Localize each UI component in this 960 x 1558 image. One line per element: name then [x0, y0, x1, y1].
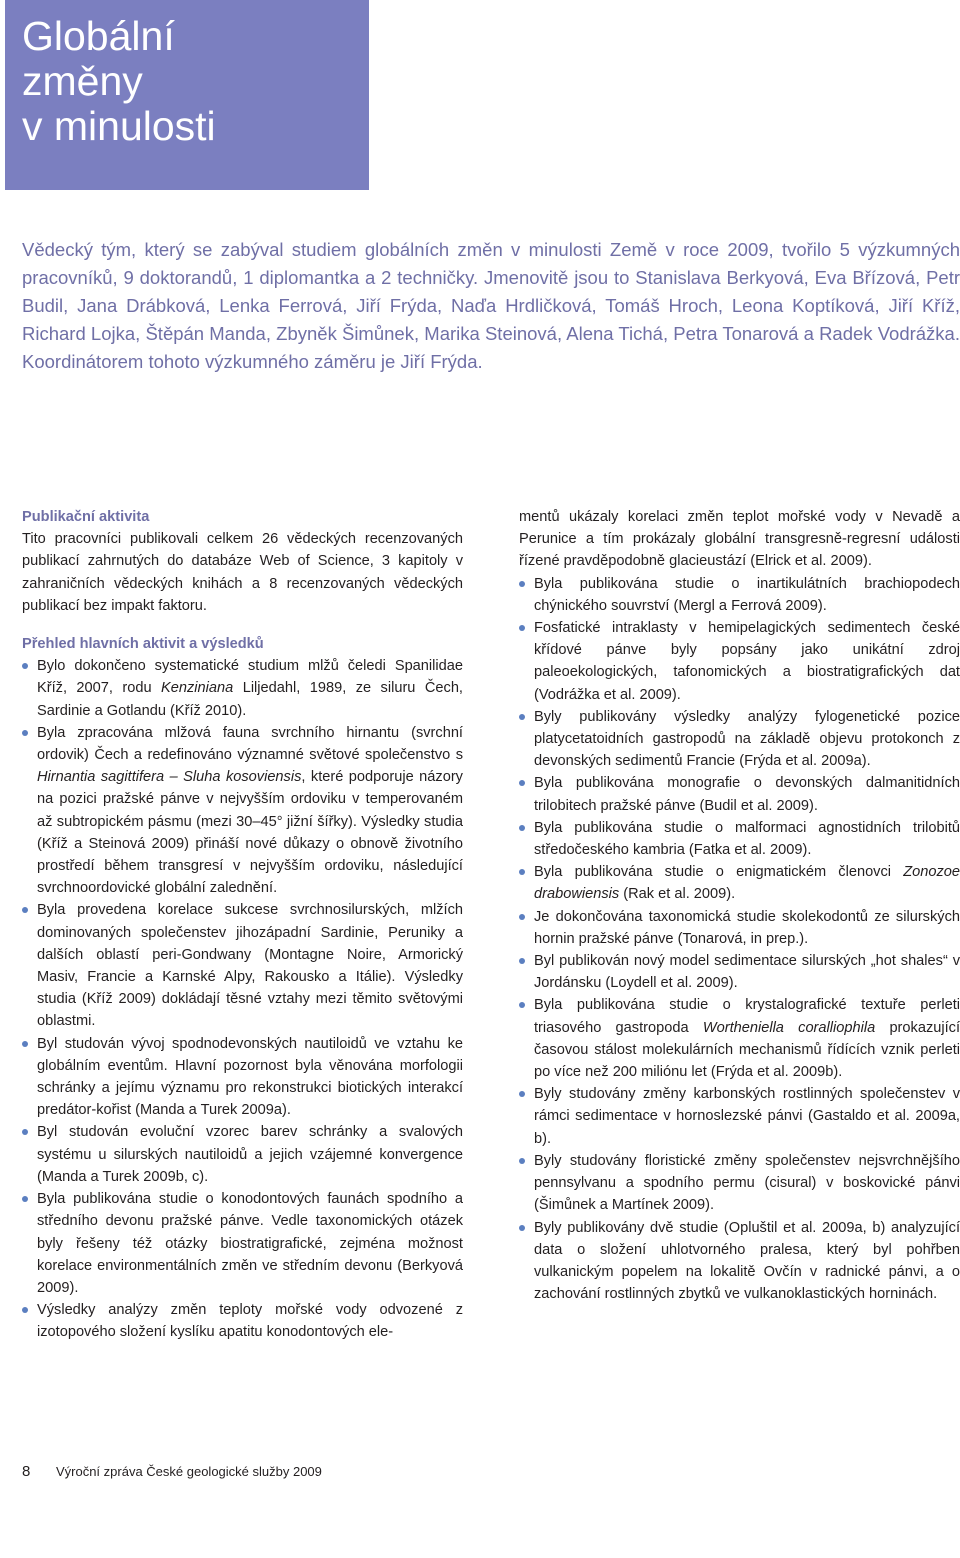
title-line: v minulosti: [22, 103, 216, 149]
publication-name: Výroční zpráva České geologické služby 2009: [55, 1464, 322, 1479]
list-item: [519, 1217, 960, 1306]
bullet-icon: [519, 1091, 525, 1097]
list-item: [22, 655, 463, 722]
list-item-text: Byla publikována monografie o devonských dalmanitidních trilobitech pražské pánve (Budil et al. 2009).: [534, 775, 960, 814]
list-item: [22, 1188, 463, 1299]
list-item-text: Byla publikována studie o krystalografické textuře perleti triasového gastropoda: [534, 997, 960, 1036]
bullet-icon: [519, 581, 525, 587]
bullet-icon: [519, 869, 525, 875]
bullet-icon: [519, 1002, 525, 1008]
list-item: [22, 899, 463, 1032]
list-item-text: , které podporuje názory na pozici pražské pánve v nejvyšším ordoviku v temperovaném až subtropickém pásmu (mezi 30–45° jižní šířky). Výsledky studia (Kříž a Steinová 2009) přináší nové důkazy o obnově životního prostředí během transgresí v nejvyšším ordoviku, následující svrchnoordovické globální zalednění.: [37, 769, 463, 897]
list-item-text: Byla publikována studie o malformaci agnostidních trilobitů středočeského kambria (Fatka et al. 2009).: [534, 819, 960, 859]
title-line: změny: [22, 58, 143, 104]
list-item: [519, 950, 960, 994]
list-item: [22, 1121, 463, 1188]
publication-text: Tito pracovníci publikovali celkem 26 vědeckých recenzovaných publikací zahrnutých do databáze Web of Science, 3 kapitoly v zahraničních vědeckých knihách a 8 recenzovaných vědeckých publikací bez impakt faktoru.: [22, 531, 463, 614]
overview-heading: Přehled hlavních aktivit a výsledků: [22, 636, 264, 653]
bullet-icon: [519, 625, 525, 631]
list-item-text: Liljedahl, 1989, ze siluru Čech, Sardinie a Gotlandu (Kříž 2010).: [37, 680, 463, 719]
bullet-icon: [22, 907, 28, 913]
list-item-text: Byly studovány floristické změny společenstev nejsvrchnějšího pennsylvanu a spodního permu (cisural) v boskovické pánvi (Šimůnek a Martínek 2009).: [534, 1152, 960, 1214]
bullet-icon: [22, 1041, 28, 1047]
list-item-text: Bylo dokončeno systematické studium mlžů čeledi Spanilidae Kříž, 2007, rodu: [37, 658, 463, 697]
bullet-icon: [519, 1158, 525, 1164]
list-item: [22, 1033, 463, 1122]
right-column: [519, 506, 960, 1305]
bullet-icon: [22, 663, 28, 669]
italic-taxon: Hirnantia sagittifera – Sluha kosoviensis: [37, 769, 302, 786]
list-item-text: Byla zpracována mlžová fauna svrchního hirnantu (svrchní ordovik) Čech a redefinováno významné světové společenstvo s: [37, 724, 463, 764]
list-item: [519, 617, 960, 706]
list-item: [519, 1150, 960, 1217]
title-line: Globální: [22, 13, 175, 59]
list-item: [519, 706, 960, 773]
bullet-icon: [519, 958, 525, 964]
italic-taxon: Zonozoe drabowiensis: [534, 864, 960, 903]
left-column: [22, 506, 463, 1344]
list-item-continuation: mentů ukázaly korelaci změn teplot mořské vody v Nevadě a Perunice a tím prokázaly globální transgresně-regresní události řízené pravděpodobně glacieustází (Elrick et al. 2009).: [519, 509, 960, 570]
list-item-text: (Rak et al. 2009).: [619, 886, 736, 903]
page-footer: [22, 1463, 322, 1480]
bullet-icon: [22, 1129, 28, 1135]
bullet-icon: [22, 730, 28, 736]
list-item-text: Byly studovány změny karbonských rostlinných společenstev v rámci sedimentace v hornoslezské pánvi (Gastaldo et al. 2009a, b).: [534, 1086, 960, 1147]
list-item-text: Byl publikován nový model sedimentace silurských „hot shales“ v Jordánsku (Loydell et al. 2009).: [534, 953, 960, 992]
list-item-text: Byl studován vývoj spodnodevonských nautiloidů ve vztahu ke globálním eventům. Hlavní pozornost byla věnována morfologii schránky a jejímu významu pro rekonstrukci biotických interakcí predátor-kořist (Manda a Turek 2009a).: [37, 1035, 463, 1119]
bullet-icon: [519, 1225, 525, 1231]
header-banner: [5, 0, 369, 190]
list-item: [519, 573, 960, 617]
page-number: 8: [22, 1463, 31, 1480]
list-item: [519, 906, 960, 950]
list-item-text: Byla publikována studie o inartikulátních brachiopodech chýnického souvrství (Mergl a Ferrová 2009).: [534, 575, 960, 614]
list-item: [22, 722, 463, 900]
bullet-icon: [519, 780, 525, 786]
list-item: [519, 1083, 960, 1150]
publication-heading: Publikační aktivita: [22, 509, 150, 525]
results-list-right: [519, 573, 960, 1306]
bullet-icon: [22, 1307, 28, 1313]
list-item: [519, 817, 960, 861]
list-item-text: prokazující časovou stálost molekulárních mechanismů řídících vznik perleti po více než 200 miliónu let (Frýda et al. 2009b).: [534, 1019, 960, 1081]
italic-taxon: Wortheniella coralliophila: [702, 1019, 876, 1036]
page-title: [22, 14, 216, 149]
list-item: [519, 861, 960, 905]
list-item-text: Byl studován evoluční vzorec barev schránky a svalových systému u silurských nautiloidů a jejich vzájemné konvergence (Manda a Turek 2009b, c).: [37, 1124, 463, 1185]
list-item-text: Byly publikovány výsledky analýzy fylogenetické pozice platycetatoidních gastropodů na základě objevu protokonch z devonských sedimentů Francie (Frýda et al. 2009a).: [534, 708, 960, 770]
bullet-icon: [22, 1196, 28, 1202]
list-item-text: Výsledky analýzy změn teploty mořské vody odvozené z izotopového složení kyslíku apatitu konodontových ele-: [37, 1302, 463, 1341]
list-item: [519, 994, 960, 1083]
italic-taxon: Kenziniana: [161, 680, 234, 697]
intro-paragraph: Vědecký tým, který se zabýval studiem globálních změn v minulosti Země v roce 2009, tvořilo 5 výzkumných pracovníků, 9 doktorandů, 1 diplomantka a 2 techničky. Jmenovitě jsou to Stanislava Berkyová, Eva Břízová, Petr Budil, Jana Drábková, Lenka Ferrová, Jiří Frýda, Naďa Hrdličková, Tomáš Hroch, Leona Koptíková, Jiří Kříž, Richard Lojka, Štěpán Manda, Zbyněk Šimůnek, Marika Steinová, Alena Tichá, Petra Tonarová a Radek Vodrážka. Koordinátorem tohoto výzkumného záměru je Jiří Frýda.: [22, 239, 960, 372]
list-item-text: Fosfatické intraklasty v hemipelagických sedimentech české křídové pánve byly popsány jako unikátní zdroj paleoekologických, tafonomických a biostratigrafických dat (Vodrážka et al. 2009).: [534, 620, 960, 703]
list-item-text: Je dokončována taxonomická studie skolekodontů ze silurských hornin pražské pánve (Tonarová, in prep.).: [534, 908, 960, 947]
bullet-icon: [519, 714, 525, 720]
list-item: [519, 772, 960, 816]
list-item-text: Byla provedena korelace sukcese svrchnosilurských, mlžích dominovaných společenstev jihozápadní Sardinie, Peruniky a dalších oblastí peri-Gondwany (Montagne Noire, Armorický Masiv, Francie a Karnské Alpy, Rakousko a Itálie). Výsledky studia (Kříž 2009) dokládají těsné vztahy mezi těmito světovými oblastmi.: [37, 902, 463, 1030]
results-list-left: [22, 655, 463, 1343]
bullet-icon: [519, 825, 525, 831]
list-item: [22, 1299, 463, 1343]
list-item-text: Byla publikována studie o enigmatickém členovci: [534, 864, 904, 881]
list-item-text: Byly publikovány dvě studie (Opluštil et al. 2009a, b) analyzující data o složení uhlotvorného pralesa, který byl pohřben vulkanickým popelem na lokalitě Ovčín v radnické pánvi, a o zachování rostlinných zbytků ve vulkanoklastických horninách.: [534, 1219, 960, 1303]
list-item-text: Byla publikována studie o konodontových faunách spodního a středního devonu pražské pánve. Vedle taxonomických otázek byly řešeny též otázky biostratigrafické, zejména možnost korelace environmentálních změn ve středním devonu (Berkyová 2009).: [37, 1191, 463, 1296]
bullet-icon: [519, 914, 525, 920]
